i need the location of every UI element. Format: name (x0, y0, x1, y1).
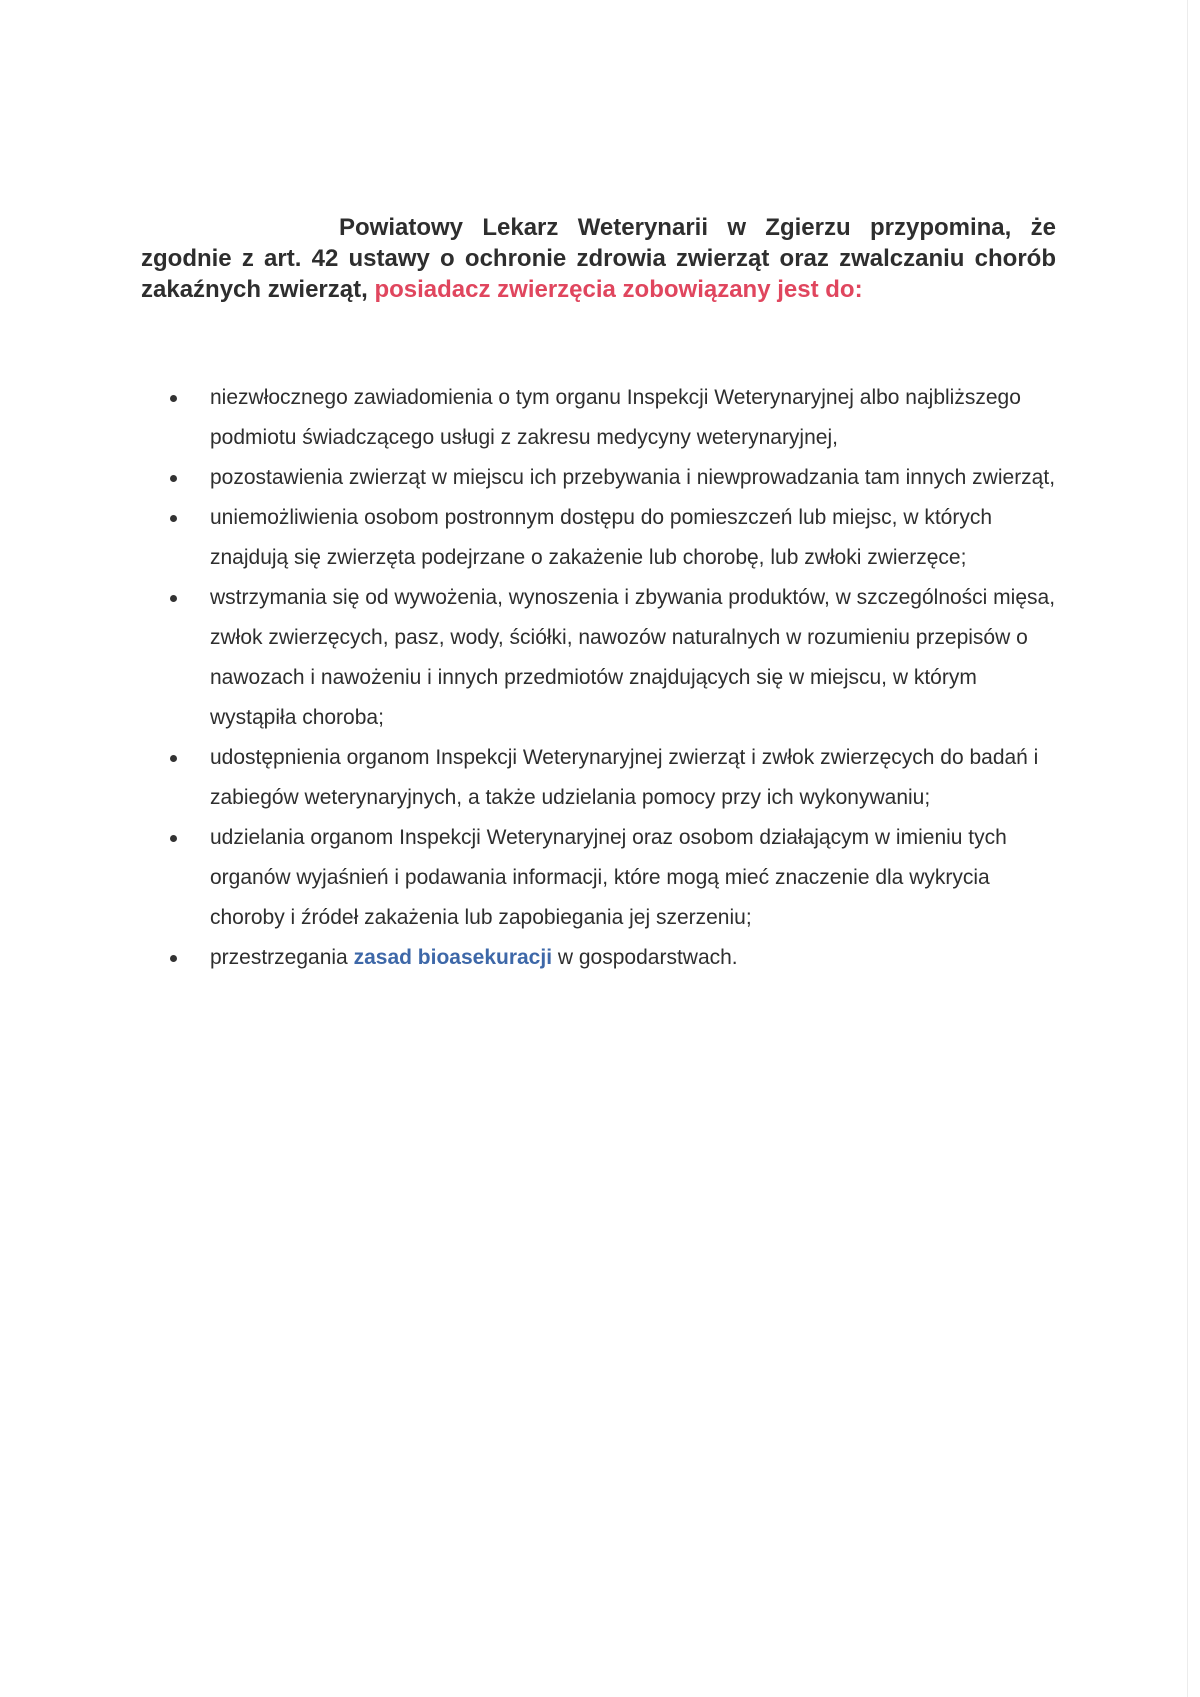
bullet-icon (170, 475, 177, 482)
bullet-icon (170, 515, 177, 522)
duty-text: uniemożliwienia osobom postronnym dostępu do pomieszczeń lub miejsc, w których znajdują się zwierzęta podejrzane o zakażenie lub chorobę, lub zwłoki zwierzęce; (210, 506, 993, 569)
duty-text: pozostawienia zwierząt w miejscu ich przebywania i niewprowadzania tam innych zwierząt, (210, 466, 1056, 489)
duty-highlight: zasad bioasekuracji (353, 946, 553, 969)
bullet-icon (170, 755, 177, 762)
list-item (160, 738, 1060, 818)
duty-text: wstrzymania się od wywożenia, wynoszenia i zbywania produktów, w szczególności mięsa, zwłok zwierzęcych, pasz, wody, ściółki, nawozów naturalnych w rozumieniu przepisów o nawozach i nawożeniu i innych przedmiotów znajdujących się w miejscu, w którym wystąpiła choroba; (210, 586, 1056, 729)
duty-text: udostępnienia organom Inspekcji Weterynaryjnej zwierząt i zwłok zwierzęcych do badań i zabiegów weterynaryjnych, a także udzielania pomocy przy ich wykonywaniu; (210, 746, 1039, 809)
intro-paragraph (141, 212, 1056, 305)
list-item (160, 458, 1060, 498)
list-item (160, 498, 1060, 578)
bullet-icon (170, 595, 177, 602)
duties-list (160, 378, 1060, 978)
intro-highlight: posiadacz zwierzęcia zobowiązany jest do: (374, 276, 863, 303)
list-item (160, 818, 1060, 938)
list-item (160, 378, 1060, 458)
bullet-icon (170, 395, 177, 402)
scan-edge-line (1187, 0, 1188, 1697)
list-item (160, 938, 1060, 978)
bullet-icon (170, 955, 177, 962)
list-item (160, 578, 1060, 738)
duty-text: niezwłocznego zawiadomienia o tym organu Inspekcji Weterynaryjnej albo najbliższego podmiotu świadczącego usługi z zakresu medycyny weterynaryjnej, (210, 386, 1021, 449)
duty-text: udzielania organom Inspekcji Weterynaryjnej oraz osobom działającym w imieniu tych organów wyjaśnień i podawania informacji, które mogą mieć znaczenie dla wykrycia choroby i źródeł zakażenia lub zapobiegania jej szerzeniu; (210, 826, 1007, 929)
bullet-icon (170, 835, 177, 842)
duty-text-after: w gospodarstwach. (557, 946, 738, 969)
duty-text-before: przestrzegania (210, 946, 348, 969)
intro-text: Powiatowy Lekarz Weterynarii w Zgierzu przypomina, że zgodnie z art. 42 ustawy o ochronie zdrowia zwierząt oraz zwalczaniu chorób zakaźnych zwierząt, (141, 214, 1056, 303)
